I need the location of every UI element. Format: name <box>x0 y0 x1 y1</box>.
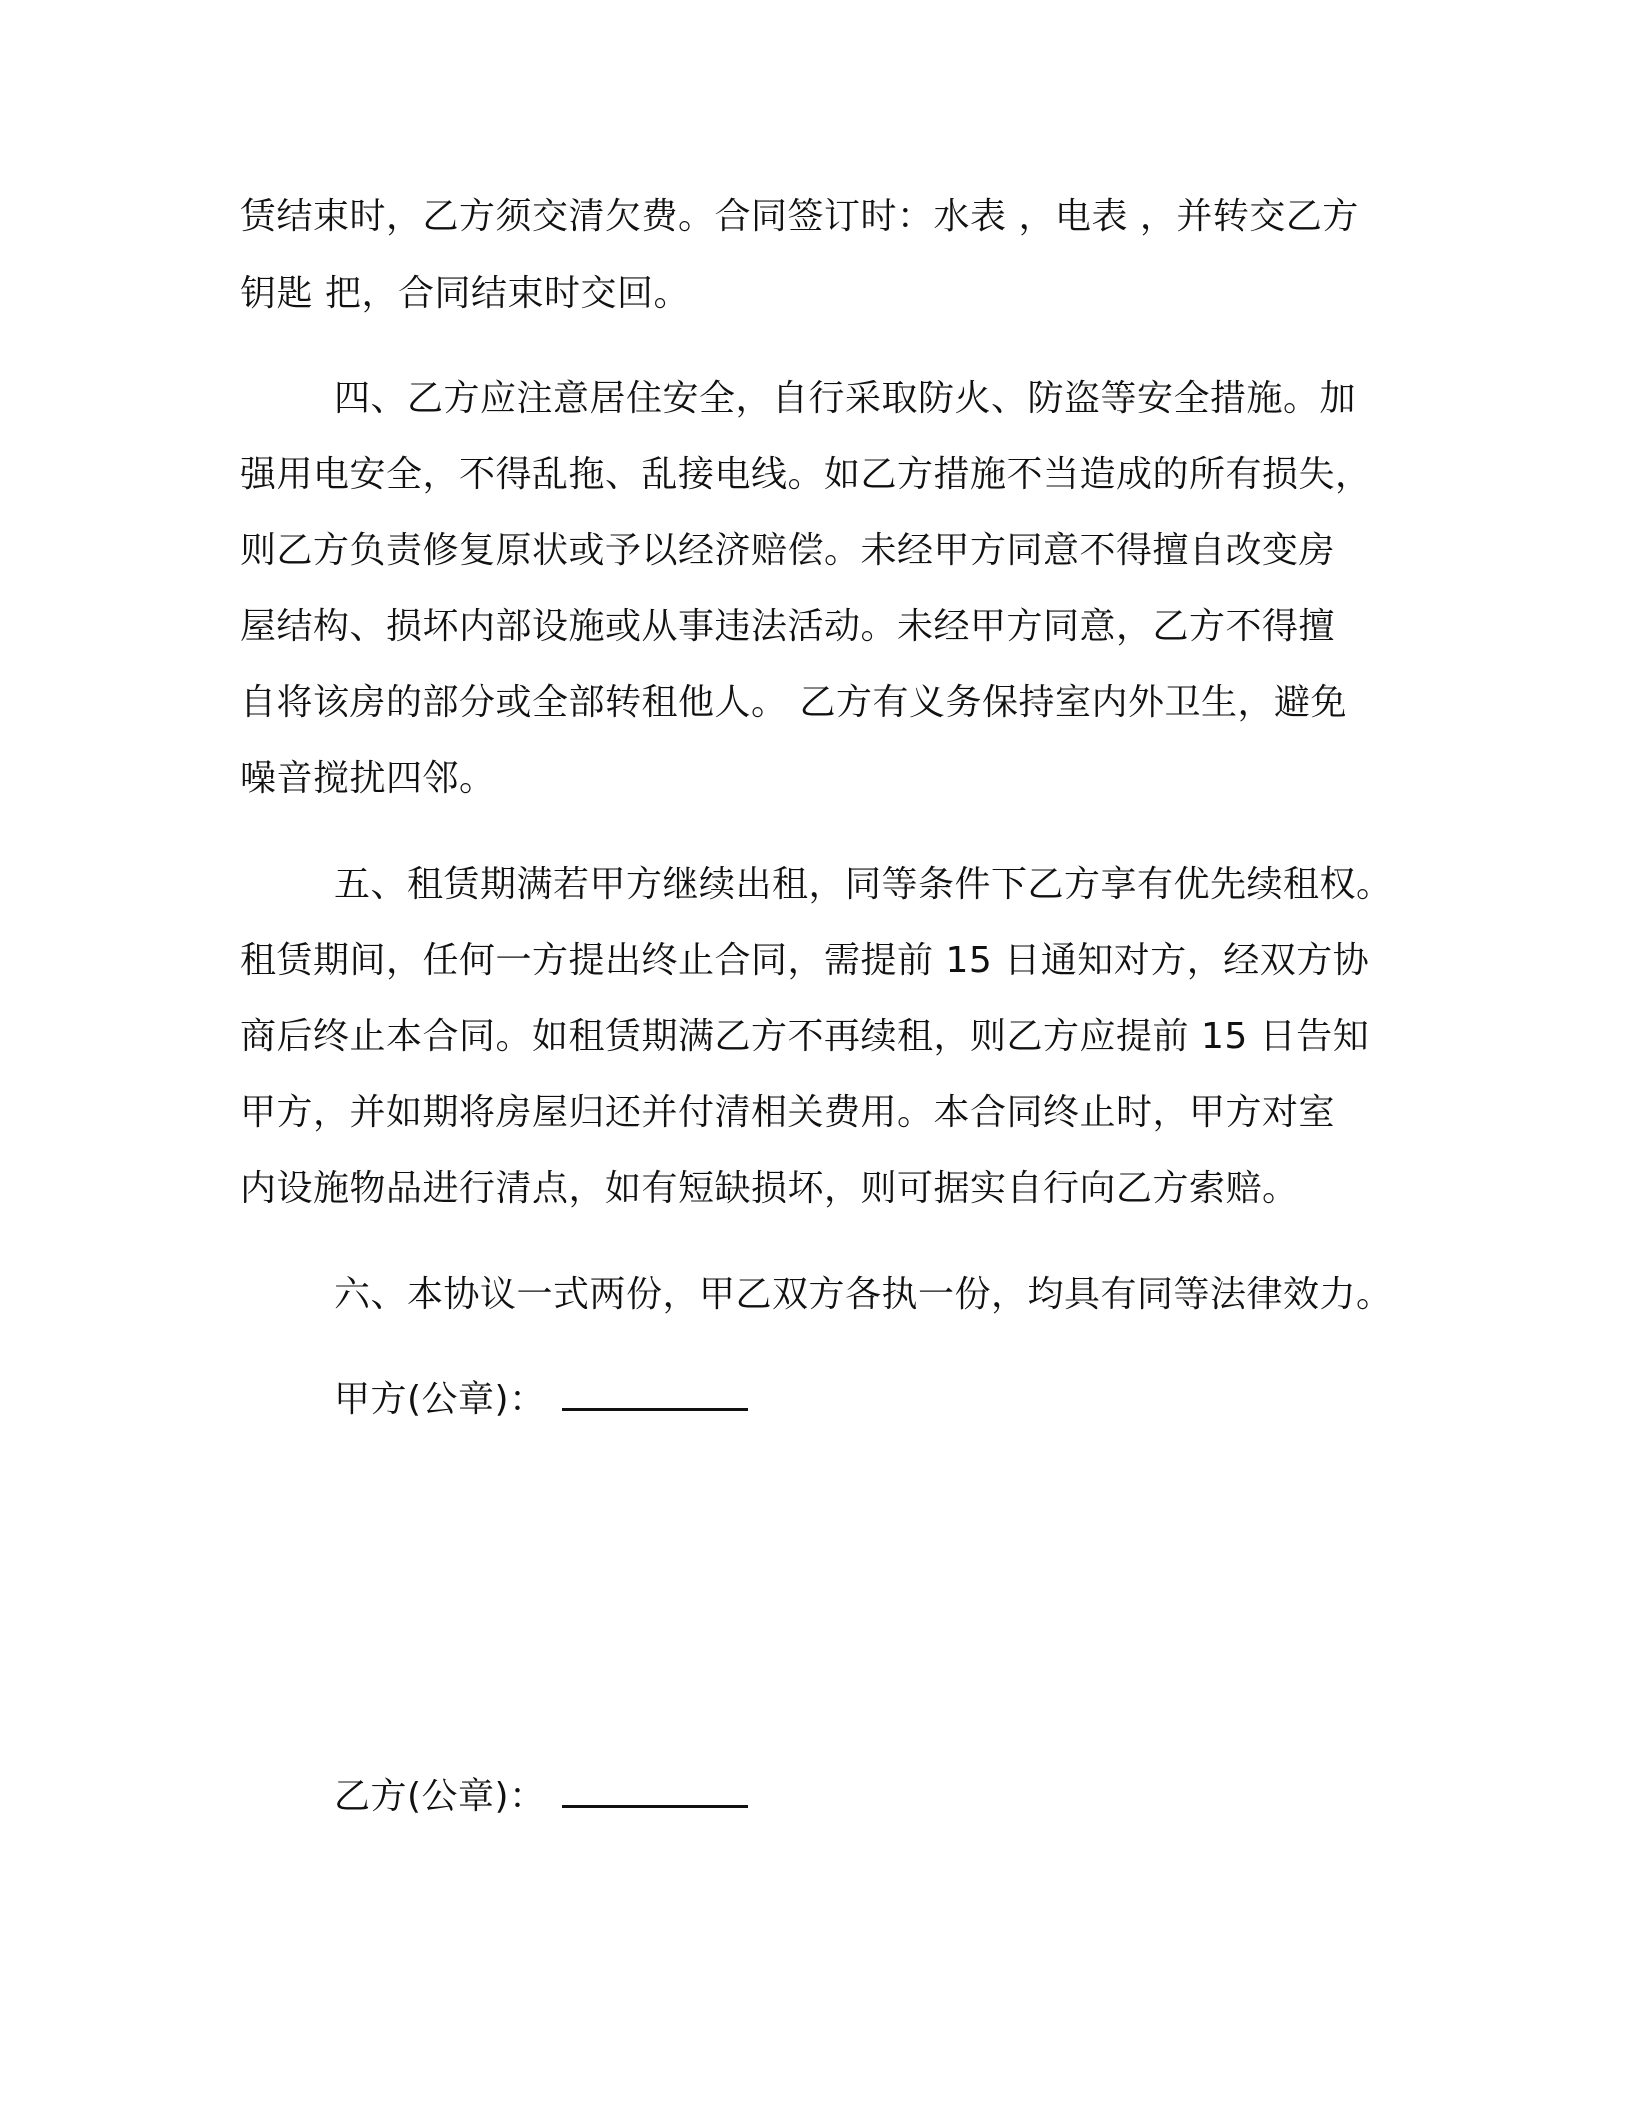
clause-5-line-2: 租赁期间，任何一方提出终止合同，需提前 15 日通知对方，经双方协 <box>240 940 1370 981</box>
clause-5-line-1: 五、租赁期满若甲方继续出租，同等条件下乙方享有优先续租权。 <box>334 864 1393 905</box>
party-b-blank[interactable] <box>562 1775 748 1808</box>
clause-4-line-5: 自将该房的部分或全部转租他人。 乙方有义务保持室内外卫生，避免 <box>240 682 1347 723</box>
clause-4-line-6: 噪音搅扰四邻。 <box>240 758 496 799</box>
clause-5-line-5: 内设施物品进行清点，如有短缺损坏，则可据实自行向乙方索赔。 <box>240 1168 1299 1209</box>
clause-5-line-3: 商后终止本合同。如租赁期满乙方不再续租，则乙方应提前 15 日告知 <box>240 1016 1370 1057</box>
clause-6-line-1: 六、本协议一式两份，甲乙双方各执一份，均具有同等法律效力。 <box>334 1274 1393 1315</box>
clause-4-line-1: 四、乙方应注意居住安全，自行采取防火、防盗等安全措施。加 <box>334 378 1357 419</box>
paragraph-3-line-1: 赁结束时，乙方须交清欠费。合同签订时：水表 ，电表 ，并转交乙方 <box>240 196 1359 237</box>
party-b-label: 乙方(公章)： <box>334 1776 546 1817</box>
clause-5-line-4: 甲方，并如期将房屋归还并付清相关费用。本合同终止时，甲方对室 <box>240 1092 1336 1133</box>
party-a-signature-line <box>334 1376 748 1424</box>
party-a-label: 甲方(公章)： <box>334 1379 546 1420</box>
clause-4-line-2: 强用电安全，不得乱拖、乱接电线。如乙方措施不当造成的所有损失， <box>240 454 1372 495</box>
paragraph-3-line-2: 钥匙 把，合同结束时交回。 <box>240 273 690 314</box>
clause-4-line-4: 屋结构、损坏内部设施或从事违法活动。未经甲方同意，乙方不得擅 <box>240 606 1336 647</box>
clause-4-line-3: 则乙方负责修复原状或予以经济赔偿。未经甲方同意不得擅自改变房 <box>240 530 1336 571</box>
party-b-signature-line <box>334 1773 748 1821</box>
party-a-blank[interactable] <box>562 1378 748 1411</box>
